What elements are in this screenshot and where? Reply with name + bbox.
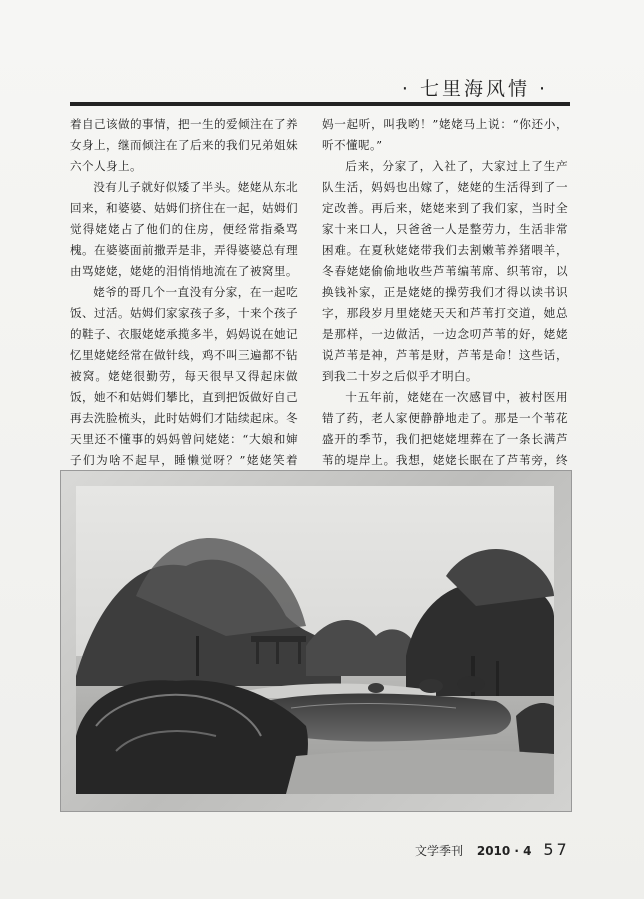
header-rule bbox=[70, 102, 570, 106]
right-column bbox=[322, 114, 568, 513]
page-number: 57 bbox=[543, 840, 570, 859]
park-lake-photo bbox=[76, 486, 554, 794]
page-footer bbox=[415, 840, 570, 859]
paragraph: 后来，分家了，入社了，大家过上了生产队生活，妈妈也出嫁了，姥姥的生活得到了一定改善。再后来，姥姥来到了我们家，当时全家十来口人，只爸爸一人是整劳力，生活非常困难。在夏秋姥姥带我们去割嫩苇养猪喂羊，冬春姥姥偷偷地收些芦苇编苇席、织苇帘，以换钱补家，正是姥姥的操劳我们才得以读书识字，那段岁月里姥姥天天和芦苇打交道，她总是那样，一边做活，一边念叨芦苇的好，姥姥说芦苇是神，芦苇是财，芦苇是命！这些话，到我二十岁之后似乎才明白。 bbox=[322, 159, 568, 383]
paragraph: 没有儿子就好似矮了半头。姥姥从东北回来，和婆婆、姑姆们挤住在一起，姑姆们觉得姥姥占了他们的住房，便经常指桑骂槐。在婆婆面前撒弄是非，弄得婆婆总有理由骂姥姥，姥姥的泪悄悄地流在了被窝里。 bbox=[70, 180, 298, 278]
issue-number: 2010 · 4 bbox=[476, 844, 532, 858]
paragraph: 十五年前，姥姥在一次感冒中，被村医用错了药，老人家便静静地走了。那是一个苇花盛开的季节，我们把姥姥埋葬在了一条长满芦苇的堤岸上。我想，姥姥长眠在了芦苇旁，终 bbox=[322, 387, 568, 513]
paragraph: 妈一起听，叫我哟！”姥姥马上说：“你还小，听不懂呢。” bbox=[322, 117, 568, 152]
paragraph: 着自己该做的事情，把一生的爱倾注在了养女身上，继而倾注在了后来的我们兄弟姐妹六个人身上。 bbox=[70, 117, 298, 173]
section-title: · 七里海风情 · bbox=[401, 78, 549, 100]
paragraph: 姥爷的哥几个一直没有分家，在一起吃饭、过活。姑姆们家家孩子多，十来个孩子的鞋子、衣服姥姥承揽多半，妈妈说在她记忆里姥姥经常在做针线，鸡不叫三遍都不钻被窝。姥姥很勤劳，每天很早又得起床做饭，她不和姑姆们攀比，直到把饭做好自己再去洗脸梳头，此时姑姆们才陆续起床。冬天里还不懂事的妈妈曾问姥姥：“大娘和婶子们为啥不起早，睡懒觉呀？”姥姥笑着 bbox=[70, 285, 298, 467]
park-lake-illustration bbox=[76, 486, 554, 794]
photo-frame bbox=[60, 470, 572, 812]
journal-name: 文学季刊 bbox=[415, 844, 464, 858]
